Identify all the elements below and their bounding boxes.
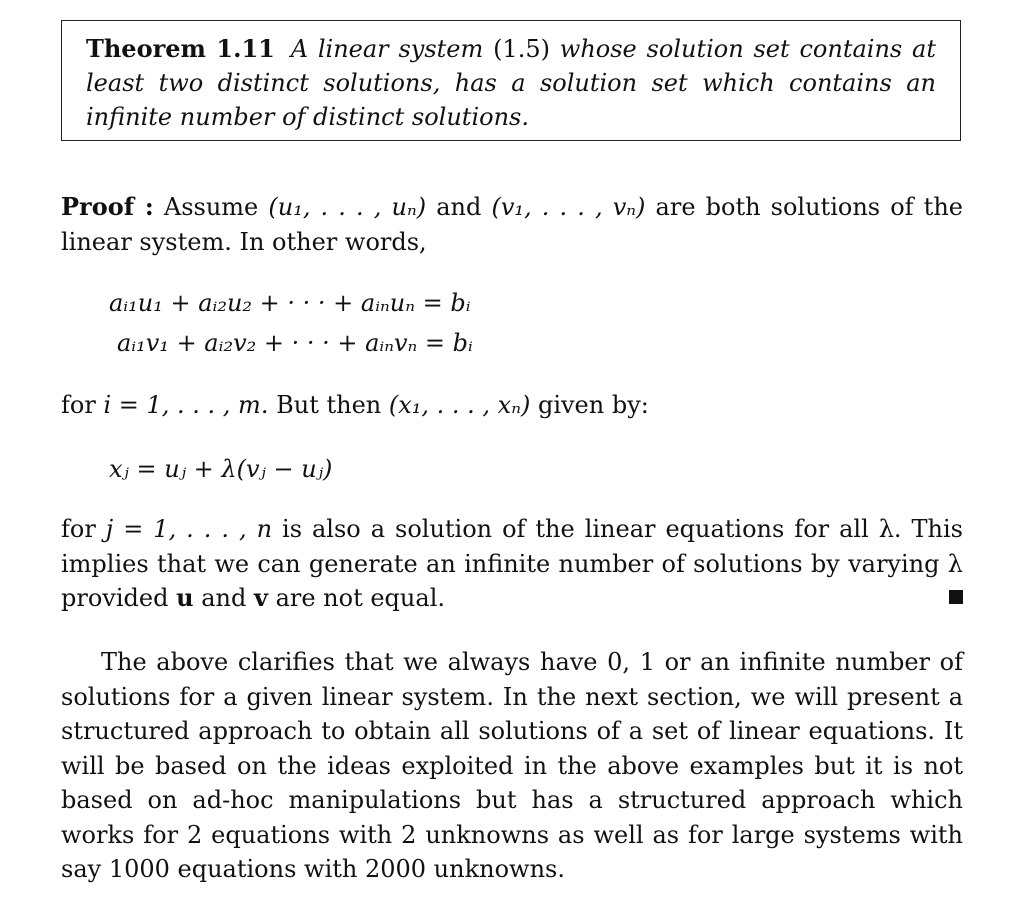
after-text-d: are not equal. (275, 584, 445, 612)
equation-x: xⱼ = uⱼ + λ(vⱼ − uⱼ) (109, 455, 333, 483)
equation-u: aᵢ₁u₁ + aᵢ₂u₂ + · · · + aᵢₙuₙ = bᵢ (109, 289, 471, 317)
conclusion-paragraph (61, 512, 963, 616)
middle-text-b: But then (276, 391, 382, 419)
after-text-b: is also a solution of the linear equations for all λ. This implies that we can generate an infinite number of solutions by varying λ provided (61, 515, 963, 612)
tuple-x: (x₁, . . . , xₙ) (388, 391, 531, 419)
theorem-equation-ref: (1.5) (493, 35, 550, 63)
vector-u: u (176, 583, 194, 612)
middle-paragraph (61, 388, 963, 423)
range-j: j = 1, . . . , n (105, 515, 273, 543)
theorem-label: Theorem 1.11 (86, 34, 275, 63)
tuple-v: (v₁, . . . , vₙ) (491, 193, 646, 221)
tuple-u: (u₁, . . . , uₙ) (268, 193, 427, 221)
middle-text-c: given by: (537, 391, 649, 419)
range-i: i = 1, . . . , m. (103, 391, 269, 419)
vector-v: v (253, 583, 268, 612)
qed-square-icon (949, 590, 963, 604)
theorem-box (61, 20, 961, 141)
proof-label: Proof : (61, 192, 154, 221)
after-text-a: for (61, 515, 96, 543)
proof-text-2: and (436, 193, 482, 221)
proof-paragraph (61, 190, 963, 259)
theorem-text-b: whose solution set contains at least two distinct solutions, has a solution set which contains an infinite number of distinct solutions. (86, 35, 936, 131)
after-text-c: and (201, 584, 247, 612)
theorem-text-a: A linear system (290, 35, 484, 63)
closing-paragraph: The above clarifies that we always have 0, 1 or an infinite number of solutions for a given linear system. In the next section, we will present a structured approach to obtain all solutions of a set of linear equations. It will be based on the ideas exploited in the above examples but it is not based on ad-hoc manipulations but has a structured approach which works for 2 equations with 2 unknowns as well as for large systems with say 1000 equations with 2000 unknowns. (61, 648, 963, 883)
proof-text-3: are both solutions of the linear system. In other words, (61, 193, 963, 256)
proof-text-1: Assume (163, 193, 259, 221)
middle-text-a: for (61, 391, 96, 419)
equation-v: aᵢ₁v₁ + aᵢ₂v₂ + · · · + aᵢₙvₙ = bᵢ (117, 329, 473, 357)
